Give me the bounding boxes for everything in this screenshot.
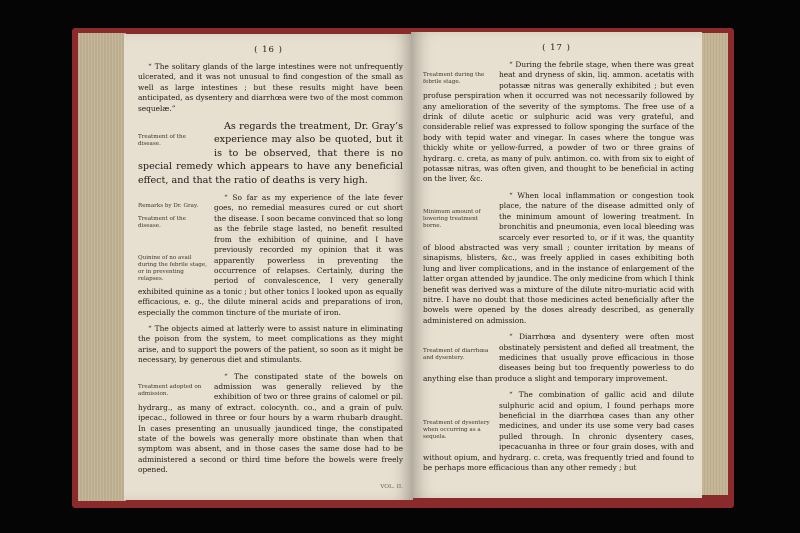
left-page bbox=[124, 34, 413, 500]
catchword: VOL. II. bbox=[380, 483, 403, 490]
left-page-edges bbox=[78, 33, 126, 501]
margin-note-remarks: Remarks by Dr. Gray. bbox=[138, 203, 199, 210]
left-paragraph-4: “ The objects aimed at latterly were to assist nature in eliminating the poison from the system, to meet complications as they might arise, and to support the powers of the patient, so soon as it might be necessary, by generous diet and stimulants. bbox=[138, 323, 403, 365]
page-number-left: ( 16 ) bbox=[254, 45, 283, 55]
left-paragraph-5: “ The constipated state of the bowels on admission was generally relieved by the exhibition of two or three grains of calomel or pil. hydrarg., as many of extract. colocynth. co., and a grain of pulv. ipecac., followed in three or four hours by a warm rhubarb draught. In cases presenting an unusually jaundiced tinge, the constipated state of the bowels was generally more obstinate than when that symptom was absent, and in those cases the same dose had to be administered a second or third time before the bowels were freely opened. bbox=[138, 371, 403, 475]
page-number-right: ( 17 ) bbox=[542, 43, 571, 53]
right-paragraph-2: “ When local inflammation or congestion took place, the nature of the disease admitted only of the minimum amount of lowering treatment. In bronchitis and pneumonia, even local bleeding was scarcely ever resorted to, or if it was, the quantity of blood abstracted was very small ; counter irritation by means of sinapisms, blisters, &c., was freely applied in cases exhibiting both lung and liver complications, and in the instance of enlargement of the latter organ attended by jaundice. The only medicine from which I think benefit was derived was a mixture of the dilute nitro-muriatic acid with nitre. I have no doubt that those medicines acted beneficially after the bowels were opened by the doses already described, as generally administered on admission. bbox=[423, 190, 694, 325]
right-paragraph-4: “ The combination of gallic acid and dilute sulphuric acid and opium, I found perhaps more beneficial in the diarrhœa cases than any other medicines, and under its use some very bad cases pulled through. In chronic dysentery cases, ipecacuanha in three or four grain doses, with and without opium, and hydrarg. c. creta, was frequently tried and found to be perhaps more efficacious than any other remedy ; but bbox=[423, 390, 694, 473]
margin-note-sequela: Treatment of dysentery when occurring as a sequela. bbox=[423, 420, 490, 441]
right-paragraph-3: “ Diarrhœa and dysentery were often most obstinately persistent and defied all treatment, the medicines that usually prove efficacious in those diseases being but too frequently powerless to do anything else than produce a slight and temporary improvement. bbox=[423, 332, 694, 383]
right-page-edges bbox=[700, 33, 728, 495]
margin-note-treatment-2: Treatment of the disease. bbox=[138, 216, 186, 230]
margin-note-diarrhoea: Treatment of diarrhœa and dysentery. bbox=[423, 348, 489, 362]
margin-note-febrile: Treatment during the febrile stage. bbox=[423, 72, 485, 85]
margin-note-treatment: Treatment of the disease. bbox=[138, 134, 186, 148]
margin-note-admission: Treatment adopted on admission. bbox=[138, 383, 202, 397]
right-paragraph-1: “ During the febrile stage, when there was great heat and dryness of skin, liq. ammon. acetatis with potassæ nitras was generally exhibited ; but even profuse perspiration when it occurred was not necessarily followed by any amelioration of the severity of the symptoms. The free use of a drink of dilute acetic or sulphuric acid was very grateful, and considerable relief was expressed to follow sponging the surface of the body with tepid water and vinegar. In cases where the tongue was thickly white or yellow-furred, a powder of two or three grains of hydrarg. c. creta, as many of pulv. antimon. co. with from six to eight of potassæ nitras, was often given, and thought to be beneficial in acting on the liver, &c. bbox=[423, 60, 694, 184]
left-paragraph-2: As regards the treatment, Dr. Gray’s experience may also be quoted, but it is to be observed, that there is no special remedy which appears to have any beneficial effect, and that the ratio of deaths is very high. bbox=[138, 121, 403, 186]
left-paragraph-1: “ The solitary glands of the large intestines were not unfrequently ulcerated, and it was not unusual to find congestion of the small as well as large intestines ; but these results might have been anticipated, as dysentery and diarrhœa were two of the most common sequelæ.” bbox=[138, 62, 403, 113]
left-paragraph-3: “ So far as my experience of the late fever goes, no remedial measures cured or cut short the disease. I soon became convinced that so long as the febrile stage lasted, no benefit resulted from the exhibition of quinine, and I have previously recorded my opinion that it was apparently powerless in preventing the occurrence of relapses. Certainly, during the period of convalescence, I very generally exhibited quinine as a tonic ; but other tonics I looked upon as equally efficacious, e. g., the dilute mineral acids and preparations of iron, especially the common tincture of the muriate of iron. bbox=[138, 193, 403, 317]
right-page bbox=[411, 32, 702, 498]
margin-note-quinine: Quinine of no avail during the febrile stage, or in preventing relapses. bbox=[138, 255, 207, 283]
margin-note-minimum: Minimum amount of lowering treatment borne. bbox=[423, 208, 481, 229]
